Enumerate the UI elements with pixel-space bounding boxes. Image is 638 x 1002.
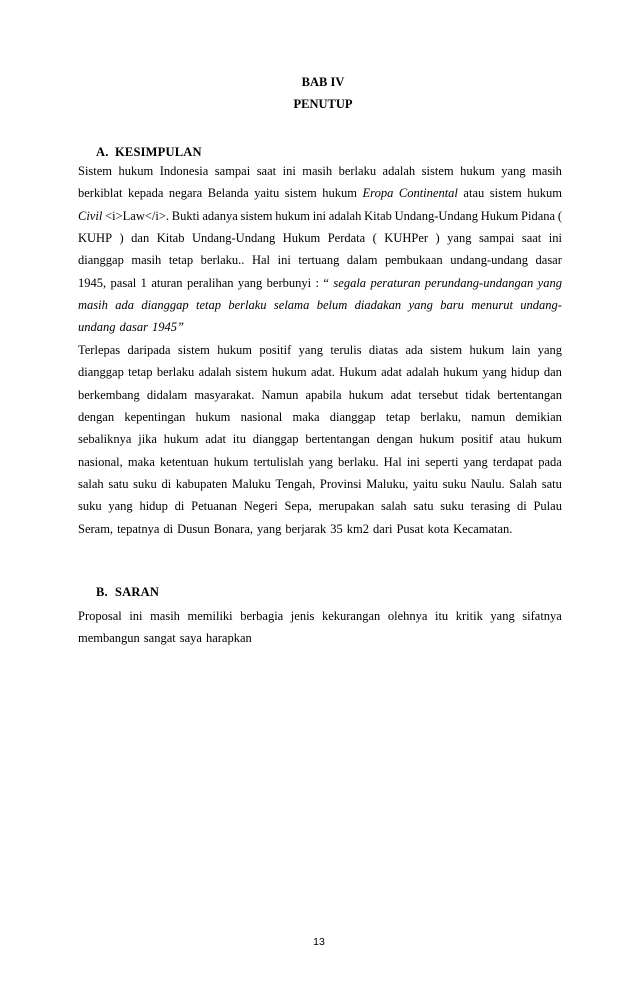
word: yang <box>447 231 472 246</box>
word: didalam <box>146 387 188 402</box>
chapter-heading: BAB IV <box>301 75 345 89</box>
word: belum <box>316 298 348 313</box>
word: yang <box>408 298 433 313</box>
word: Bukti <box>171 208 200 223</box>
word: masih <box>78 298 108 313</box>
word: Seram, <box>78 521 114 536</box>
word: : <box>315 275 319 290</box>
word: adat. <box>310 365 335 380</box>
word: di <box>517 499 527 514</box>
word: positif <box>259 343 292 357</box>
word: selama <box>273 298 310 313</box>
text-line <box>78 605 562 627</box>
word: terulis <box>330 343 362 357</box>
word: Hukum <box>480 208 519 223</box>
word: dianggap <box>329 410 376 425</box>
word: dalam <box>346 253 378 268</box>
word: Proposal <box>78 609 122 623</box>
section-a-number: A. <box>96 145 109 159</box>
word: maka <box>292 410 320 425</box>
word: kekurangan <box>321 609 381 623</box>
word: yaitu <box>254 186 280 201</box>
word: kepada <box>127 186 164 201</box>
word: Namun <box>261 387 299 402</box>
word: Hukum <box>282 231 321 246</box>
conclusion-paragraph-2 <box>78 339 562 540</box>
word: Kitab <box>156 231 185 246</box>
word: hukum <box>443 365 478 380</box>
text-line <box>78 406 562 428</box>
word: kota <box>427 521 450 536</box>
word: Eropa <box>362 186 394 201</box>
word: yang <box>482 365 507 380</box>
word: yang <box>308 454 333 469</box>
text-line <box>78 272 562 294</box>
word: Undang-Undang <box>394 208 478 223</box>
text-line <box>78 205 562 227</box>
word: terdapat <box>492 454 534 469</box>
word: jenis <box>290 609 315 623</box>
word: sampai <box>214 164 251 178</box>
word: tidak <box>465 387 491 402</box>
word: Maluku, <box>366 477 409 492</box>
word: yang <box>237 275 263 290</box>
word: km2 <box>346 521 370 536</box>
word: yang <box>537 275 562 290</box>
word: KUHP <box>78 231 113 246</box>
text-line <box>78 227 562 249</box>
word: hukum <box>275 208 310 223</box>
word: adalah <box>406 365 439 380</box>
word: Petuanan <box>191 499 237 514</box>
word: masih <box>131 253 162 268</box>
word: harapkan <box>205 631 252 646</box>
word: adanya <box>202 208 238 223</box>
word: ) <box>119 231 124 246</box>
word: masyarakat. <box>194 387 255 402</box>
word: hukum <box>217 343 252 357</box>
word: Hal <box>251 253 271 268</box>
word: hukum <box>118 164 154 178</box>
word: berlaku, <box>420 410 461 425</box>
word: suku <box>442 477 467 492</box>
word: adat <box>390 387 412 402</box>
word: yang <box>490 609 515 623</box>
word: kabupaten <box>175 477 228 492</box>
word: negara <box>168 186 203 201</box>
word: yang <box>108 499 133 514</box>
word: Civil <box>78 208 103 223</box>
word: suku <box>78 499 102 514</box>
word: di <box>174 499 185 514</box>
word: di <box>163 521 174 536</box>
word: kritik <box>455 609 483 623</box>
word: KUHPer <box>384 231 429 246</box>
word: nasional, <box>78 454 123 469</box>
word: kepentingan <box>124 410 186 425</box>
conclusion-paragraph-1 <box>78 160 562 339</box>
word: peralihan <box>186 275 234 290</box>
word: 1945” <box>151 320 184 335</box>
word: satu <box>413 499 434 514</box>
word: ini <box>312 208 326 223</box>
word: yang <box>537 343 562 357</box>
word: Negeri <box>243 499 278 514</box>
word: berkiblat <box>78 186 123 201</box>
word: masih <box>150 609 180 623</box>
section-a-heading <box>96 145 202 160</box>
word: Pusat <box>396 521 424 536</box>
word: undang- <box>520 298 562 313</box>
word: masih <box>532 164 562 178</box>
word: atau <box>499 432 521 447</box>
word: positif <box>460 432 493 447</box>
word: ketentuan <box>160 454 209 469</box>
word: tetap <box>385 410 411 425</box>
word: adalah <box>198 365 232 380</box>
word: ini <box>406 454 421 469</box>
word: adalah <box>328 208 362 223</box>
word: jika <box>138 432 157 447</box>
text-line <box>78 316 562 338</box>
word: pembukaan <box>385 253 443 268</box>
word: Naulu. <box>470 477 505 492</box>
word: salah <box>380 499 407 514</box>
word: pada <box>538 454 562 469</box>
page-number: 13 <box>313 936 325 948</box>
word: apabila <box>305 387 342 402</box>
word: berlaku <box>156 365 195 380</box>
word: hukum <box>419 432 455 447</box>
text-line <box>78 361 562 383</box>
word: tetap <box>168 253 194 268</box>
word: memiliki <box>187 609 233 623</box>
word: tersebut <box>418 387 459 402</box>
text-line <box>78 384 562 406</box>
text-line <box>78 339 562 361</box>
word: Kecamatan. <box>453 521 513 536</box>
word: <i>Law</i>. <box>105 208 170 223</box>
section-b-title: SARAN <box>115 585 160 599</box>
word: Hukum <box>339 365 377 380</box>
word: berbagia <box>240 609 284 623</box>
word: dengan <box>78 410 115 425</box>
word: 1 <box>140 275 147 290</box>
word: nasional <box>240 410 283 425</box>
word: saya <box>179 631 202 646</box>
word: “ <box>323 275 329 290</box>
word: Pidana <box>521 208 556 223</box>
word: tertuang <box>298 253 340 268</box>
word: Provinsi <box>319 477 362 492</box>
text-line <box>78 294 562 316</box>
word: dengan <box>376 432 413 447</box>
word: yang <box>463 454 488 469</box>
word: sistem <box>235 365 268 380</box>
word: membangun <box>78 631 140 646</box>
word: tetap <box>195 298 221 313</box>
text-line <box>78 182 562 204</box>
word: hukum <box>195 410 231 425</box>
word: Indonesia <box>159 164 209 178</box>
word: bertentangan <box>497 387 562 402</box>
word: sebaliknya <box>78 432 132 447</box>
word: dan <box>543 365 562 380</box>
word: perundang-undangan <box>424 275 534 290</box>
text-line <box>78 518 562 540</box>
word: undang-undang <box>450 253 528 268</box>
word: Bonara, <box>213 521 254 536</box>
word: Perdata <box>327 231 366 246</box>
word: sistem <box>430 343 463 357</box>
section-b-number: B. <box>96 585 108 599</box>
word: hukum <box>348 387 384 402</box>
word: salah <box>78 477 104 492</box>
word: peraturan <box>370 275 421 290</box>
word: sistem <box>421 164 454 178</box>
word: daripada <box>127 343 171 357</box>
word: hukum <box>527 432 562 447</box>
word: Belanda <box>207 186 249 201</box>
text-line <box>78 451 562 473</box>
word: dasar <box>535 253 562 268</box>
word: dan <box>131 231 150 246</box>
word: Pulau <box>533 499 562 514</box>
word: hidup <box>139 499 168 514</box>
text-line <box>78 249 562 271</box>
word: Undang-Undang <box>191 231 276 246</box>
word: dianggap <box>252 432 299 447</box>
section-b-heading <box>96 585 159 600</box>
word: hukum <box>271 365 307 380</box>
word: tetap <box>128 365 153 380</box>
word: berjarak <box>285 521 327 536</box>
word: sampai <box>478 231 515 246</box>
word: hidup <box>511 365 540 380</box>
word: atau <box>463 186 485 201</box>
word: hukum <box>527 186 562 201</box>
section-a-title: KESIMPULAN <box>115 145 202 159</box>
suggestion-paragraph <box>78 605 562 650</box>
word: saat <box>256 164 277 178</box>
word: Tengah, <box>275 477 316 492</box>
word: berlaku <box>338 164 377 178</box>
word: Salah <box>509 477 538 492</box>
word: sifatnya <box>522 609 562 623</box>
word: menurut <box>471 298 513 313</box>
word: ) <box>435 231 440 246</box>
text-line <box>78 627 562 649</box>
word: Continental <box>398 186 458 201</box>
word: yang <box>257 521 282 536</box>
text-line <box>78 495 562 517</box>
word: adalah <box>382 164 416 178</box>
word: diadakan <box>354 298 402 313</box>
word: suku <box>440 499 464 514</box>
word: satu <box>541 477 562 492</box>
word: segala <box>333 275 367 290</box>
word: berlaku.. <box>200 253 245 268</box>
word: Dusun <box>177 521 210 536</box>
word: ini <box>129 609 143 623</box>
word: berlaku. <box>337 454 379 469</box>
word: saat <box>521 231 542 246</box>
word: ( <box>557 208 562 223</box>
word: hukum <box>469 343 505 357</box>
word: masih <box>302 164 333 178</box>
word: yang <box>298 343 323 357</box>
word: ini <box>277 253 291 268</box>
word: Maluku <box>231 477 271 492</box>
word: lain <box>511 343 531 357</box>
word: aturan <box>151 275 183 290</box>
word: Sepa, <box>284 499 312 514</box>
word: hukum <box>460 164 495 178</box>
word: undang <box>78 320 116 335</box>
word: berbunyi <box>266 275 312 290</box>
word: demikian <box>515 410 562 425</box>
word: hukum <box>163 432 199 447</box>
word: diatas <box>368 343 399 357</box>
word: seperti <box>425 454 459 469</box>
word: dasar <box>119 320 148 335</box>
word: Kitab <box>364 208 392 223</box>
word: yang <box>501 164 526 178</box>
word: baru <box>440 298 464 313</box>
word: sistem <box>489 186 522 201</box>
word: adat <box>205 432 227 447</box>
word: olehnya <box>387 609 428 623</box>
word: namun <box>471 410 506 425</box>
word: satu <box>108 477 129 492</box>
word: dianggap <box>141 298 189 313</box>
word: ini <box>548 231 562 246</box>
word: Hal <box>383 454 402 469</box>
word: tepatnya <box>117 521 160 536</box>
word: maka <box>127 454 155 469</box>
word: sangat <box>143 631 176 646</box>
word: 35 <box>330 521 343 536</box>
word: yaitu <box>412 477 438 492</box>
word: terasing <box>470 499 511 514</box>
word: sistem <box>177 343 210 357</box>
word: itu <box>434 609 449 623</box>
word: dianggap <box>78 365 124 380</box>
word: Terlepas <box>78 343 121 357</box>
word: di <box>161 477 172 492</box>
word: dianggap <box>78 253 124 268</box>
word: ini <box>282 164 296 178</box>
word: sistem <box>240 208 273 223</box>
word: dari <box>373 521 393 536</box>
text-line <box>78 473 562 495</box>
word: ada <box>115 298 134 313</box>
word: Sistem <box>78 164 113 178</box>
word: pasal <box>110 275 137 290</box>
text-line <box>78 160 562 182</box>
word: itu <box>232 432 246 447</box>
word: hukum <box>213 454 249 469</box>
word: adat <box>381 365 402 380</box>
word: merupakan <box>318 499 375 514</box>
word: suku <box>133 477 157 492</box>
word: berkembang <box>78 387 140 402</box>
word: hukum <box>322 186 357 201</box>
word: bertentangan <box>305 432 370 447</box>
word: 1945, <box>78 275 107 290</box>
chapter-title: PENUTUP <box>293 97 353 111</box>
text-line <box>78 428 562 450</box>
word: sistem <box>284 186 317 201</box>
word: ( <box>372 231 377 246</box>
word: ada <box>405 343 423 357</box>
word: berlaku <box>228 298 267 313</box>
word: tertulislah <box>253 454 304 469</box>
